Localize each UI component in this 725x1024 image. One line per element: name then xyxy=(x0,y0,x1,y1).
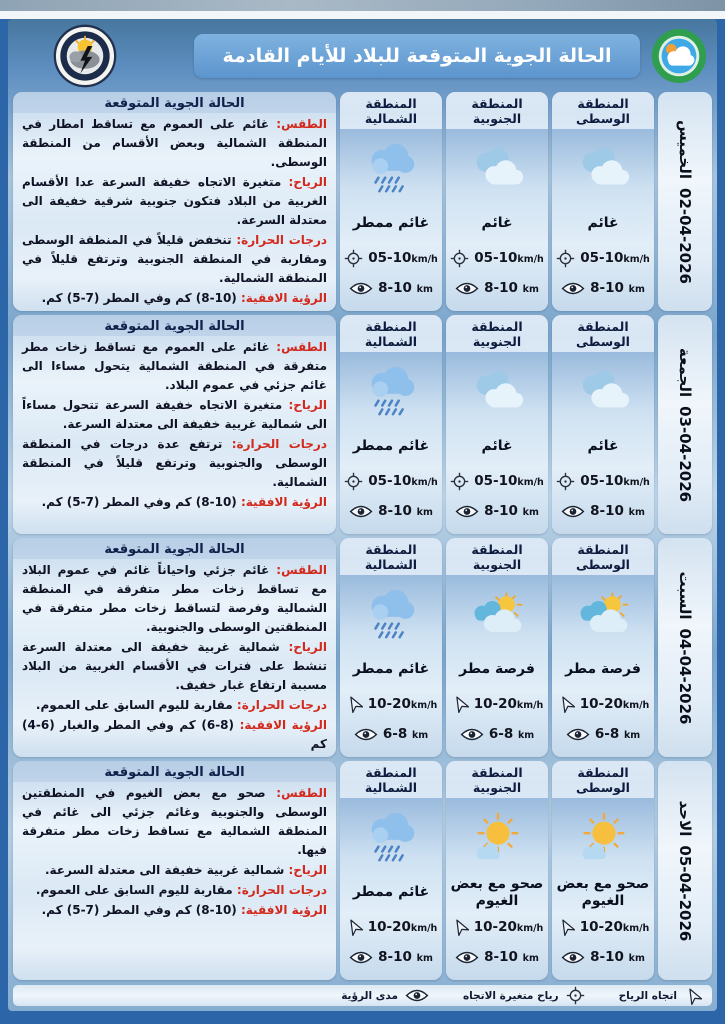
date-label xyxy=(676,347,694,501)
wind-speed-row xyxy=(451,689,544,719)
wind-direction-icon xyxy=(557,918,575,936)
visibility-row xyxy=(460,719,534,749)
rain-weather-icon xyxy=(362,356,420,428)
condition-label: صحو مع بعض الغيوم xyxy=(450,875,544,909)
page-title: الحالة الجوية المتوقعة للبلاد للأيام القادمة xyxy=(194,34,640,78)
rain-weather-icon xyxy=(362,802,420,874)
wind-text: الرياح: شمالية غربية خفيفة الى معتدلة السرعة تنشط على فترات في الأقسام الغربية من البلاد مسببة ارتفاع غبار خفيف. xyxy=(22,639,327,692)
weather-label: الطقس: xyxy=(276,786,327,800)
sun-clouds-weather-icon xyxy=(468,802,526,874)
date-value: 04-04-2026 xyxy=(676,628,694,724)
wind-speed-row xyxy=(450,243,544,273)
rain-weather-icon xyxy=(362,133,420,205)
wind-text: الرياح: متغيرة الاتجاه خفيفة السرعة تتحول مساءاً الى شمالية غربية خفيفة الى معتدلة السرعة. xyxy=(22,397,327,431)
day-name: الخميس xyxy=(676,119,694,179)
visibility-eye-icon xyxy=(566,727,590,742)
region-card xyxy=(340,761,442,980)
day-name: السبت xyxy=(676,571,694,620)
date-card xyxy=(658,761,712,980)
legend-item xyxy=(341,988,429,1003)
forecast-card-title: الحالة الجوية المتوقعة xyxy=(13,92,336,113)
region-card xyxy=(340,92,442,311)
date-label xyxy=(676,571,694,724)
visibility-label: الرؤية الافقية: xyxy=(240,494,327,509)
region-card xyxy=(340,315,442,534)
visibility-row xyxy=(561,273,645,303)
wind-speed-row xyxy=(344,243,438,273)
dart-legend-icon xyxy=(684,987,702,1005)
weather-text: الطقس: غائم جزئي واحياناً غائم في عموم البلاد مع تساقط زخات مطر متفرقة في المنطقة الشمالية وفرصة لتساقط زخات مطر متفرقة في المنطقتين الوسطى والجنوبية. xyxy=(22,563,327,634)
visibility-row xyxy=(561,942,645,972)
visibility-row xyxy=(455,942,539,972)
visibility-value: 6-8 km xyxy=(488,726,535,742)
wind-speed-value: 05-10km/h xyxy=(368,473,438,489)
condition-label: فرصة مطر xyxy=(565,661,641,678)
forecast-text-body xyxy=(13,559,336,757)
forecast-card-title: الحالة الجوية المتوقعة xyxy=(13,538,336,559)
date-value: 03-04-2026 xyxy=(676,405,694,502)
condition-label: غائم xyxy=(481,215,513,232)
temperature-text: درجات الحرارة: تنخفض قليلاً في المنطقة الوسطى ومقاربة في المنطقة الجنوبية وترتفع قليلاً في المنطقة الشمالية. xyxy=(22,232,328,285)
wind-speed-value: 10-20km/h xyxy=(473,696,544,712)
region-name: المنطقة الشمالية xyxy=(340,92,442,129)
visibility-value: 8-10 km xyxy=(590,949,645,965)
variable-wind-icon xyxy=(556,472,575,491)
region-name: المنطقة الشمالية xyxy=(340,761,442,798)
date-value: 02-04-2026 xyxy=(676,187,694,284)
legend-item xyxy=(463,986,585,1005)
visibility-row xyxy=(349,273,433,303)
cloudy-weather-icon xyxy=(466,133,528,205)
visibility-eye-icon xyxy=(455,504,479,519)
weather-label: الطقس: xyxy=(276,563,327,577)
forecast-text-card xyxy=(13,761,336,980)
visibility-row xyxy=(349,496,433,526)
visibility-text: الرؤية الافقية: (8-6) كم وفي المطر والغبار (6-4) كم xyxy=(22,717,328,751)
condition-label: غائم xyxy=(481,438,513,455)
visibility-row xyxy=(566,719,640,749)
condition-label: صحو مع بعض الغيوم xyxy=(556,875,650,909)
variable-wind-icon xyxy=(450,472,469,491)
region-name: المنطقة الشمالية xyxy=(340,538,442,575)
region-name: المنطقة الجنوبية xyxy=(446,92,548,129)
region-name: المنطقة الوسطى xyxy=(552,761,654,798)
region-name: المنطقة الشمالية xyxy=(340,315,442,352)
forecast-day-row xyxy=(13,315,712,534)
legend-label: اتجاه الرياح xyxy=(618,989,677,1002)
wind-direction-icon xyxy=(451,918,469,936)
region-name: المنطقة الجنوبية xyxy=(446,538,548,575)
legend-label: رياح متغيرة الاتجاه xyxy=(462,989,559,1002)
wind-speed-row xyxy=(556,243,650,273)
sun-rain-weather-icon xyxy=(467,579,527,651)
region-card xyxy=(552,92,654,311)
visibility-row xyxy=(561,496,645,526)
temperature-label: درجات الحرارة: xyxy=(231,436,328,451)
cloudy-weather-icon xyxy=(572,356,634,428)
visibility-value: 8-10 km xyxy=(378,949,433,965)
bulletin-panel xyxy=(8,19,717,1011)
visibility-eye-icon xyxy=(460,727,484,742)
wind-speed-row xyxy=(450,466,544,496)
forecast-text-card xyxy=(13,538,336,757)
date-label xyxy=(676,120,694,284)
visibility-eye-icon xyxy=(455,281,479,296)
visibility-eye-icon xyxy=(349,281,373,296)
temperature-label: درجات الحرارة: xyxy=(236,882,327,897)
region-card xyxy=(446,761,548,980)
compass-legend-icon xyxy=(566,986,585,1005)
wind-speed-row xyxy=(557,689,650,719)
visibility-value: 6-8 km xyxy=(382,726,429,742)
forecast-rows xyxy=(13,92,712,984)
wind-direction-icon xyxy=(345,695,363,713)
wind-label: الرياح: xyxy=(288,639,327,654)
forecast-day-row xyxy=(13,761,712,980)
temperature-text: درجات الحرارة: ترتفع عدة درجات في المنطقة الوسطى والجنوبية وترتفع قليلاً في المنطقة الشمالية. xyxy=(22,436,328,489)
wind-label: الرياح: xyxy=(288,174,327,189)
region-card xyxy=(552,315,654,534)
wind-speed-value: 10-20km/h xyxy=(367,696,438,712)
condition-label: فرصة مطر xyxy=(459,661,535,678)
rain-weather-icon xyxy=(362,579,420,651)
date-card xyxy=(658,315,712,534)
region-card xyxy=(552,761,654,980)
weather-text: الطقس: غائم على العموم مع تساقط زخات مطر متفرقة في المنطقة الشمالية يتحول مساءا الى غائم جزئي في عموم البلاد. xyxy=(22,340,327,392)
wind-speed-value: 05-10km/h xyxy=(580,473,650,489)
temperature-text: درجات الحرارة: مقاربة لليوم السابق على العموم. xyxy=(35,882,327,897)
date-card xyxy=(658,538,712,757)
wind-speed-value: 10-20km/h xyxy=(367,919,438,935)
wind-text: الرياح: شمالية غربية خفيفة الى معتدلة السرعة. xyxy=(45,862,327,877)
date-card xyxy=(658,92,712,311)
wind-speed-row xyxy=(344,466,438,496)
forecast-text-body xyxy=(13,782,336,980)
top-gray-band xyxy=(0,0,725,11)
weather-text: الطقس: صحو مع بعض الغيوم في المنطقتين الوسطى والجنوبية وغائم جزئي الى غائم في المنطقة الشمالية مع تساقط زخات مطر متفرقة فيها. xyxy=(22,786,327,857)
visibility-value: 8-10 km xyxy=(484,280,539,296)
visibility-row xyxy=(349,942,433,972)
forecast-card-title: الحالة الجوية المتوقعة xyxy=(13,315,336,336)
weather-label: الطقس: xyxy=(276,117,327,131)
region-card xyxy=(340,538,442,757)
region-card xyxy=(446,315,548,534)
condition-label: غائم ممطر xyxy=(352,438,430,455)
wind-label: الرياح: xyxy=(288,397,327,412)
visibility-value: 8-10 km xyxy=(484,949,539,965)
met-emblem-icon xyxy=(650,27,708,85)
visibility-label: الرؤية الافقية: xyxy=(240,902,327,917)
visibility-eye-icon xyxy=(349,950,373,965)
wind-speed-value: 10-20km/h xyxy=(579,919,650,935)
visibility-label: الرؤية الافقية: xyxy=(240,290,327,305)
wind-speed-value: 10-20km/h xyxy=(473,919,544,935)
legend-bar xyxy=(13,985,712,1006)
region-name: المنطقة الوسطى xyxy=(552,315,654,352)
variable-wind-icon xyxy=(344,249,363,268)
region-name: المنطقة الجنوبية xyxy=(446,761,548,798)
wind-speed-row xyxy=(451,912,544,942)
visibility-eye-icon xyxy=(561,504,585,519)
visibility-value: 8-10 km xyxy=(590,280,645,296)
sun-rain-weather-icon xyxy=(573,579,633,651)
forecast-card-title: الحالة الجوية المتوقعة xyxy=(13,761,336,782)
visibility-value: 6-8 km xyxy=(594,726,641,742)
region-name: المنطقة الجنوبية xyxy=(446,315,548,352)
cloudy-weather-icon xyxy=(466,356,528,428)
condition-label: غائم ممطر xyxy=(352,661,430,678)
sun-clouds-weather-icon xyxy=(574,802,632,874)
forecast-day-row xyxy=(13,538,712,757)
wind-label: الرياح: xyxy=(288,862,327,877)
condition-label: غائم xyxy=(587,215,619,232)
visibility-text: الرؤية الافقية: (10-8) كم وفي المطر (7-5) كم. xyxy=(41,902,327,917)
wind-speed-value: 05-10km/h xyxy=(580,250,650,266)
condition-label: غائم xyxy=(587,438,619,455)
variable-wind-icon xyxy=(556,249,575,268)
wind-speed-value: 05-10km/h xyxy=(474,250,544,266)
forecast-text-card xyxy=(13,315,336,534)
forecast-day-row xyxy=(13,92,712,311)
condition-label: غائم ممطر xyxy=(352,215,430,232)
temperature-label: درجات الحرارة: xyxy=(236,697,327,712)
wind-speed-value: 05-10km/h xyxy=(368,250,438,266)
visibility-eye-icon xyxy=(455,950,479,965)
region-card xyxy=(552,538,654,757)
wind-direction-icon xyxy=(451,695,469,713)
visibility-text: الرؤية الافقية: (10-8) كم وفي المطر (7-5) كم. xyxy=(41,290,327,305)
visibility-eye-icon xyxy=(354,727,378,742)
wind-text: الرياح: متغيرة الاتجاه خفيفة السرعة عدا الأقسام الغربية من البلاد فتكون جنوبية شرقية خفيفة الى معتدلة السرعة. xyxy=(22,174,327,227)
region-name: المنطقة الوسطى xyxy=(552,538,654,575)
wind-speed-row xyxy=(345,689,438,719)
visibility-row xyxy=(455,496,539,526)
forecast-text-card xyxy=(13,92,336,311)
visibility-row xyxy=(354,719,428,749)
visibility-text: الرؤية الافقية: (10-8) كم وفي المطر (7-5) كم. xyxy=(41,494,327,509)
top-white-strip xyxy=(0,11,725,19)
visibility-label: الرؤية الافقية: xyxy=(239,717,328,732)
cloudy-weather-icon xyxy=(572,133,634,205)
day-name: الجمعة xyxy=(676,347,694,397)
header xyxy=(13,25,712,87)
wind-speed-row xyxy=(345,912,438,942)
visibility-value: 8-10 km xyxy=(484,503,539,519)
day-name: الاحد xyxy=(676,800,694,836)
wind-speed-row xyxy=(557,912,650,942)
region-name: المنطقة الوسطى xyxy=(552,92,654,129)
forecast-text-body xyxy=(13,336,336,534)
legend-label: مدى الرؤية xyxy=(341,989,398,1002)
visibility-value: 8-10 km xyxy=(378,280,433,296)
temperature-text: درجات الحرارة: مقاربة لليوم السابق على العموم. xyxy=(35,697,327,712)
forecast-text-body xyxy=(13,113,336,311)
visibility-value: 8-10 km xyxy=(590,503,645,519)
legend-item xyxy=(619,987,702,1005)
wind-speed-value: 10-20km/h xyxy=(579,696,650,712)
met-seal-logo-icon xyxy=(53,24,117,88)
weather-label: الطقس: xyxy=(276,340,327,354)
visibility-row xyxy=(455,273,539,303)
eye-legend-icon xyxy=(405,988,429,1003)
wind-speed-row xyxy=(556,466,650,496)
weather-text: الطقس: غائم على العموم مع تساقط امطار في المنطقة الشمالية وبعض الأقسام من المنطقة الوسطى. xyxy=(22,117,327,169)
visibility-eye-icon xyxy=(349,504,373,519)
region-card xyxy=(446,538,548,757)
region-card xyxy=(446,92,548,311)
visibility-eye-icon xyxy=(561,281,585,296)
date-value: 05-04-2026 xyxy=(676,844,694,941)
variable-wind-icon xyxy=(344,472,363,491)
temperature-label: درجات الحرارة: xyxy=(236,232,328,247)
date-label xyxy=(676,800,694,941)
visibility-value: 8-10 km xyxy=(378,503,433,519)
wind-direction-icon xyxy=(345,918,363,936)
condition-label: غائم ممطر xyxy=(352,884,430,901)
wind-speed-value: 05-10km/h xyxy=(474,473,544,489)
variable-wind-icon xyxy=(450,249,469,268)
wind-direction-icon xyxy=(557,695,575,713)
visibility-eye-icon xyxy=(561,950,585,965)
